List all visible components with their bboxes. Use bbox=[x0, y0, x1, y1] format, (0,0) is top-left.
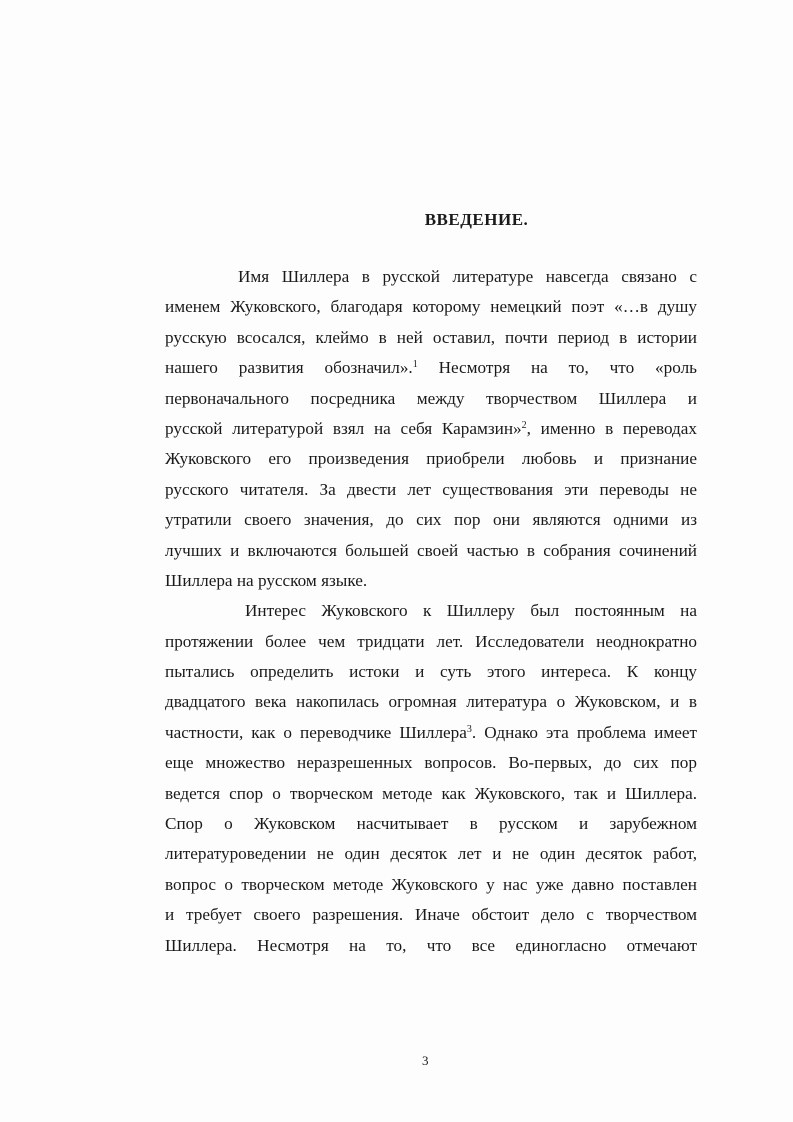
text-segment: нашего развития обозначил». bbox=[165, 358, 413, 378]
text-line: именем Жуковского, благодаря которому немецкий поэт «…в душу bbox=[165, 297, 697, 317]
text-line bbox=[165, 353, 697, 383]
text-line: первоначального посредника между творчеством Шиллера и bbox=[165, 388, 697, 408]
text-segment: русской литературой взял на себя Карамзин» bbox=[165, 418, 522, 438]
footnote-ref-3: 3 bbox=[466, 723, 472, 735]
text-segment: . Однако эта проблема имеет bbox=[471, 722, 697, 742]
footnote-ref-2: 2 bbox=[521, 419, 527, 431]
text-line: Интерес Жуковского к Шиллеру был постоянным на bbox=[245, 601, 697, 621]
text-segment: Несмотря на то, что «роль bbox=[417, 358, 698, 378]
text-line: вопрос о творческом методе Жуковского у нас уже давно поставлен bbox=[165, 874, 697, 894]
text-line: протяжении более чем тридцати лет. Исследователи неоднократно bbox=[165, 631, 697, 651]
text-line: Жуковского его произведения приобрели любовь и признание bbox=[165, 449, 697, 469]
text-line: русского читателя. За двести лет существования эти переводы не bbox=[165, 479, 697, 499]
page-number: 3 bbox=[422, 1053, 429, 1068]
text-line: Шиллера. Несмотря на то, что все единогласно отмечают bbox=[165, 935, 697, 955]
text-line: Шиллера на русском языке. bbox=[165, 570, 368, 590]
text-line: Имя Шиллера в русской литературе навсегда связано с bbox=[238, 267, 697, 286]
text-segment: , именно в переводах bbox=[526, 418, 698, 438]
text-line bbox=[165, 414, 697, 444]
text-line: ведется спор о творческом методе как Жуковского, так и Шиллера. bbox=[165, 783, 697, 803]
text-line: Спор о Жуковском насчитывает в русском и зарубежном bbox=[165, 814, 697, 834]
text-line bbox=[165, 718, 697, 748]
text-line: русскую всосался, клеймо в ней оставил, почти период в истории bbox=[165, 327, 697, 347]
text-line: двадцатого века накопилась огромная литература о Жуковском, и в bbox=[165, 692, 697, 712]
footnote-ref-1: 1 bbox=[412, 359, 418, 371]
body-text bbox=[165, 262, 697, 961]
page-title: ВВЕДЕНИЕ. bbox=[424, 210, 529, 229]
text-line: и требует своего разрешения. Иначе обстоит дело с творчеством bbox=[165, 905, 697, 925]
text-segment: частности, как о переводчике Шиллера bbox=[165, 722, 467, 742]
text-line: литературоведении не один десяток лет и не один десяток работ, bbox=[165, 844, 697, 864]
text-line: лучших и включаются большей своей частью в собрания сочинений bbox=[165, 540, 697, 560]
text-line: утратили своего значения, до сих пор они являются одними из bbox=[165, 510, 697, 530]
text-line: пытались определить истоки и суть этого интереса. К концу bbox=[165, 662, 697, 682]
text-line: еще множество неразрешенных вопросов. Во-первых, до сих пор bbox=[165, 753, 697, 773]
